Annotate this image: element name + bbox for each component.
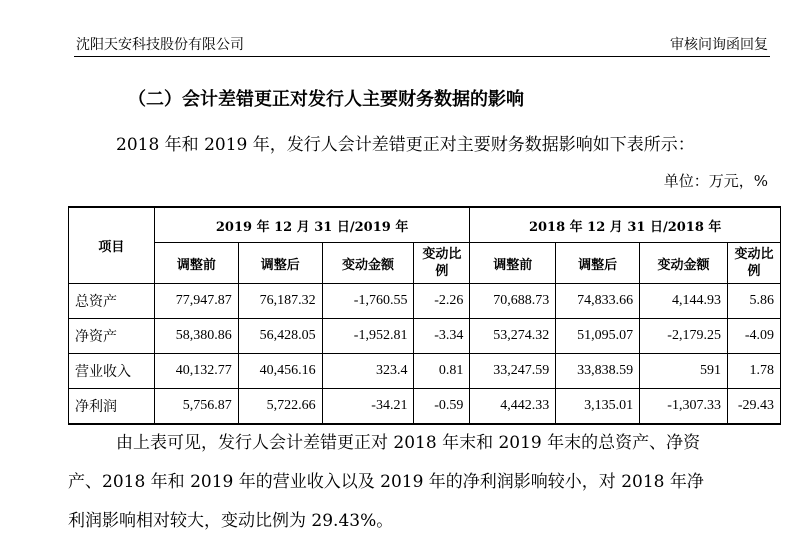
table-row	[69, 389, 781, 425]
cell: 70,688.73	[470, 284, 556, 319]
group-header-2018: 2018 年 12 月 31 日/2018 年	[470, 207, 781, 243]
col-header: 调整前	[154, 243, 238, 284]
cell: -2,179.25	[640, 319, 728, 354]
cell: 58,380.86	[154, 319, 238, 354]
cell: -0.59	[414, 389, 470, 425]
cell: -4.09	[727, 319, 780, 354]
col-header: 调整后	[238, 243, 322, 284]
row-label: 净利润	[69, 389, 155, 425]
cell: 40,132.77	[154, 354, 238, 389]
cell: 51,095.07	[556, 319, 640, 354]
cell: 40,456.16	[238, 354, 322, 389]
cell: 76,187.32	[238, 284, 322, 319]
col-header: 变动比例	[727, 243, 780, 284]
cell: -29.43	[727, 389, 780, 425]
cell: 5,722.66	[238, 389, 322, 425]
paragraph-line: 利润影响相对较大，变动比例为 29.43%。	[68, 511, 394, 531]
cell: 77,947.87	[154, 284, 238, 319]
cell: -1,760.55	[322, 284, 414, 319]
cell: 4,144.93	[640, 284, 728, 319]
cell: -34.21	[322, 389, 414, 425]
cell: -1,307.33	[640, 389, 728, 425]
paragraph-line: 由上表可见，发行人会计差错更正对 2018 年末和 2019 年末的总资产、净资	[116, 433, 701, 453]
document-type: 审核问询函回复	[670, 37, 768, 53]
company-name: 沈阳天安科技股份有限公司	[76, 37, 244, 53]
financial-impact-table	[68, 206, 781, 425]
cell: -2.26	[414, 284, 470, 319]
cell: 33,247.59	[470, 354, 556, 389]
cell: 33,838.59	[556, 354, 640, 389]
cell: 53,274.32	[470, 319, 556, 354]
intro-text: 2018 年和 2019 年，发行人会计差错更正对主要财务数据影响如下表所示：	[116, 135, 695, 155]
cell: 323.4	[322, 354, 414, 389]
cell: 591	[640, 354, 728, 389]
col-header: 变动金额	[640, 243, 728, 284]
cell: 4,442.33	[470, 389, 556, 425]
cell: 3,135.01	[556, 389, 640, 425]
unit-label: 单位：万元，%	[663, 172, 768, 190]
table-row	[69, 354, 781, 389]
col-header: 变动金额	[322, 243, 414, 284]
col-header: 变动比例	[414, 243, 470, 284]
section-title: （二）会计差错更正对发行人主要财务数据的影响	[128, 89, 524, 110]
row-label: 营业收入	[69, 354, 155, 389]
row-label: 净资产	[69, 319, 155, 354]
cell: -1,952.81	[322, 319, 414, 354]
cell: 5.86	[727, 284, 780, 319]
group-header-2019: 2019 年 12 月 31 日/2019 年	[154, 207, 469, 243]
page-header	[0, 0, 812, 58]
paragraph-line: 产、2018 年和 2019 年的营业收入以及 2019 年的净利润影响较小，对 2018 年净	[68, 472, 704, 492]
table-row	[69, 319, 781, 354]
cell: 1.78	[727, 354, 780, 389]
table-row	[69, 284, 781, 319]
cell: 56,428.05	[238, 319, 322, 354]
conclusion-paragraph	[68, 424, 780, 541]
col-header: 调整前	[470, 243, 556, 284]
cell: 5,756.87	[154, 389, 238, 425]
row-label: 总资产	[69, 284, 155, 319]
cell: -3.34	[414, 319, 470, 354]
cell: 0.81	[414, 354, 470, 389]
col-header: 调整后	[556, 243, 640, 284]
cell: 74,833.66	[556, 284, 640, 319]
header-rule	[74, 56, 770, 57]
item-header: 项目	[69, 207, 155, 284]
